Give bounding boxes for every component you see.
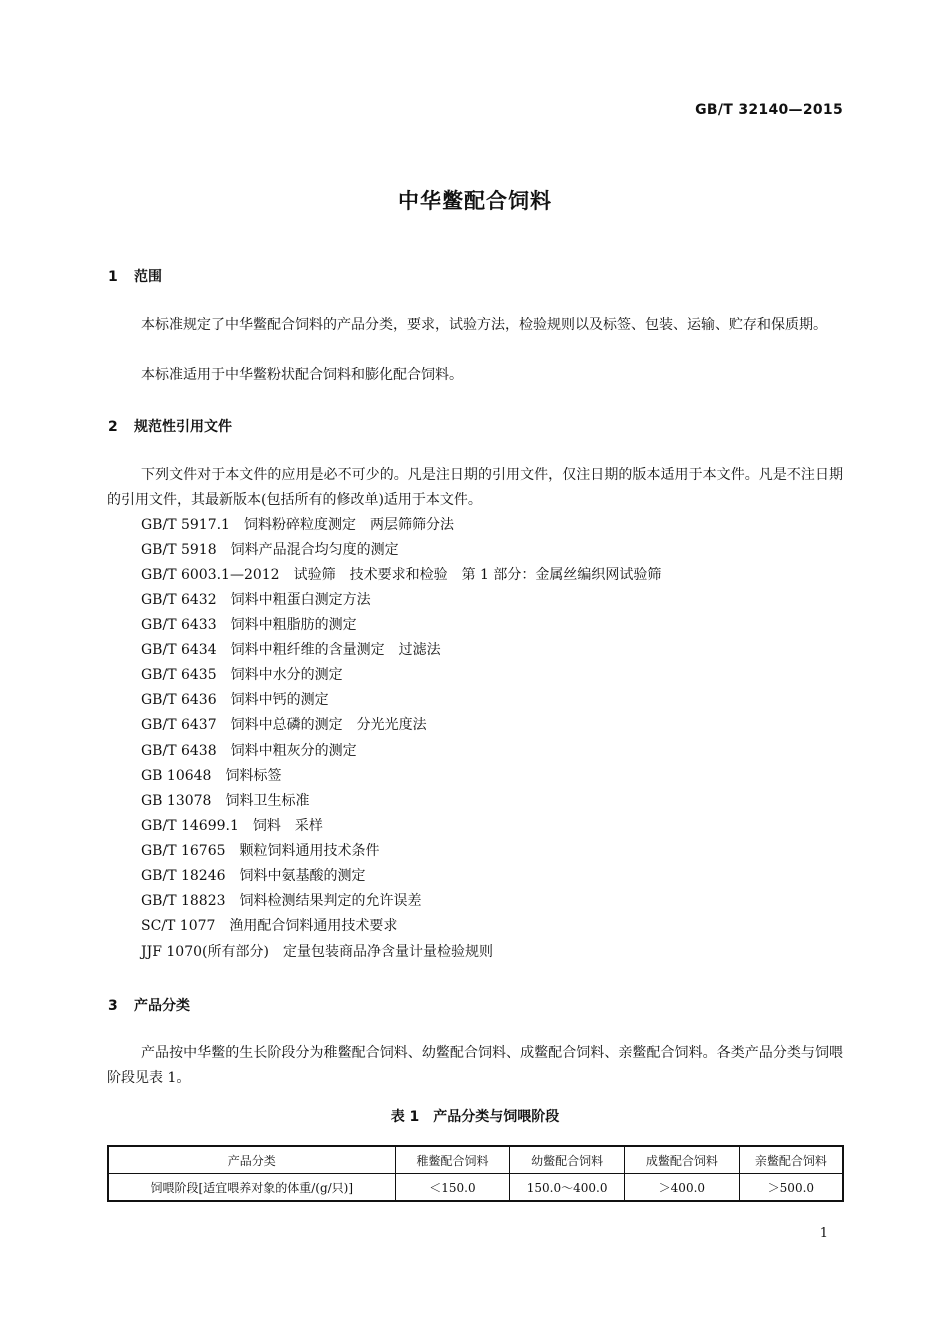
- reference-item: GB/T 18246 饲料中氨基酸的测定: [141, 868, 366, 884]
- reference-item: GB/T 5918 饲料产品混合均匀度的测定: [141, 542, 399, 558]
- reference-item: GB/T 6437 饲料中总磷的测定 分光光度法: [141, 717, 427, 733]
- table-row: [108, 1174, 843, 1202]
- reference-item: GB/T 6435 饲料中水分的测定: [141, 667, 343, 683]
- paragraph: 本标准规定了中华鳖配合饲料的产品分类，要求，试验方法，检验规则以及标签、包装、运输、贮存和保质期。: [141, 317, 827, 333]
- reference-item: GB/T 14699.1 饲料 采样: [141, 818, 323, 834]
- paragraph: 本标准适用于中华鳖粉状配合饲料和膨化配合饲料。: [141, 367, 463, 383]
- table-header-row: [108, 1146, 843, 1174]
- section-title: 产品分类: [134, 998, 190, 1014]
- section-title: 范围: [134, 269, 162, 285]
- section-heading-3: [108, 995, 190, 1015]
- reference-item: GB/T 6434 饲料中粗纤维的含量测定 过滤法: [141, 642, 441, 658]
- table-cell: 150.0～400.0: [510, 1174, 625, 1202]
- section-number: 2: [108, 419, 118, 435]
- table-cell: 饲喂阶段[适宜喂养对象的体重/(g/只)]: [108, 1174, 395, 1202]
- reference-item: GB/T 16765 颗粒饲料通用技术条件: [141, 843, 380, 859]
- reference-item: JJF 1070(所有部分) 定量包装商品净含量计量检验规则: [141, 944, 493, 960]
- table-header-cell: 亲鳖配合饲料: [739, 1146, 843, 1174]
- table-cell: ＜150.0: [395, 1174, 510, 1202]
- section-heading-1: [108, 266, 162, 286]
- reference-item: GB/T 5917.1 饲料粉碎粒度测定 两层筛筛分法: [141, 517, 454, 533]
- standard-code: GB/T 32140—2015: [695, 102, 843, 118]
- table-cell: ＞400.0: [625, 1174, 740, 1202]
- reference-item: GB/T 18823 饲料检测结果判定的允许误差: [141, 893, 422, 909]
- paragraph: 产品按中华鳖的生长阶段分为稚鳖配合饲料、幼鳖配合饲料、成鳖配合饲料、亲鳖配合饲料。各类产品分类与饲喂阶段见表 1。: [107, 1045, 843, 1086]
- section-heading-2: [108, 416, 232, 436]
- reference-item: GB/T 6432 饲料中粗蛋白测定方法: [141, 592, 371, 608]
- reference-item: SC/T 1077 渔用配合饲料通用技术要求: [141, 918, 398, 934]
- section-number: 1: [108, 269, 118, 285]
- reference-item: GB/T 6438 饲料中粗灰分的测定: [141, 743, 357, 759]
- table-header-cell: 稚鳖配合饲料: [395, 1146, 510, 1174]
- section-number: 3: [108, 998, 118, 1014]
- reference-item: GB 13078 饲料卫生标准: [141, 793, 310, 809]
- section-title: 规范性引用文件: [134, 419, 232, 435]
- paragraph: 下列文件对于本文件的应用是必不可少的。凡是注日期的引用文件，仅注日期的版本适用于本文件。凡是不注日期的引用文件，其最新版本(包括所有的修改单)适用于本文件。: [107, 467, 843, 508]
- table-caption: 表 1 产品分类与饲喂阶段: [390, 1109, 560, 1125]
- table-header-cell: 产品分类: [108, 1146, 395, 1174]
- reference-item: GB/T 6436 饲料中钙的测定: [141, 692, 329, 708]
- reference-item: GB/T 6003.1—2012 试验筛 技术要求和检验 第 1 部分：金属丝编织网试验筛: [141, 567, 662, 583]
- page-number: 1: [819, 1226, 828, 1241]
- reference-item: GB 10648 饲料标签: [141, 768, 282, 784]
- table-cell: ＞500.0: [739, 1174, 843, 1202]
- reference-item: GB/T 6433 饲料中粗脂肪的测定: [141, 617, 357, 633]
- table-header-cell: 成鳖配合饲料: [625, 1146, 740, 1174]
- product-classification-table: [107, 1145, 844, 1202]
- document-title: 中华鳖配合饲料: [398, 189, 552, 213]
- table-header-cell: 幼鳖配合饲料: [510, 1146, 625, 1174]
